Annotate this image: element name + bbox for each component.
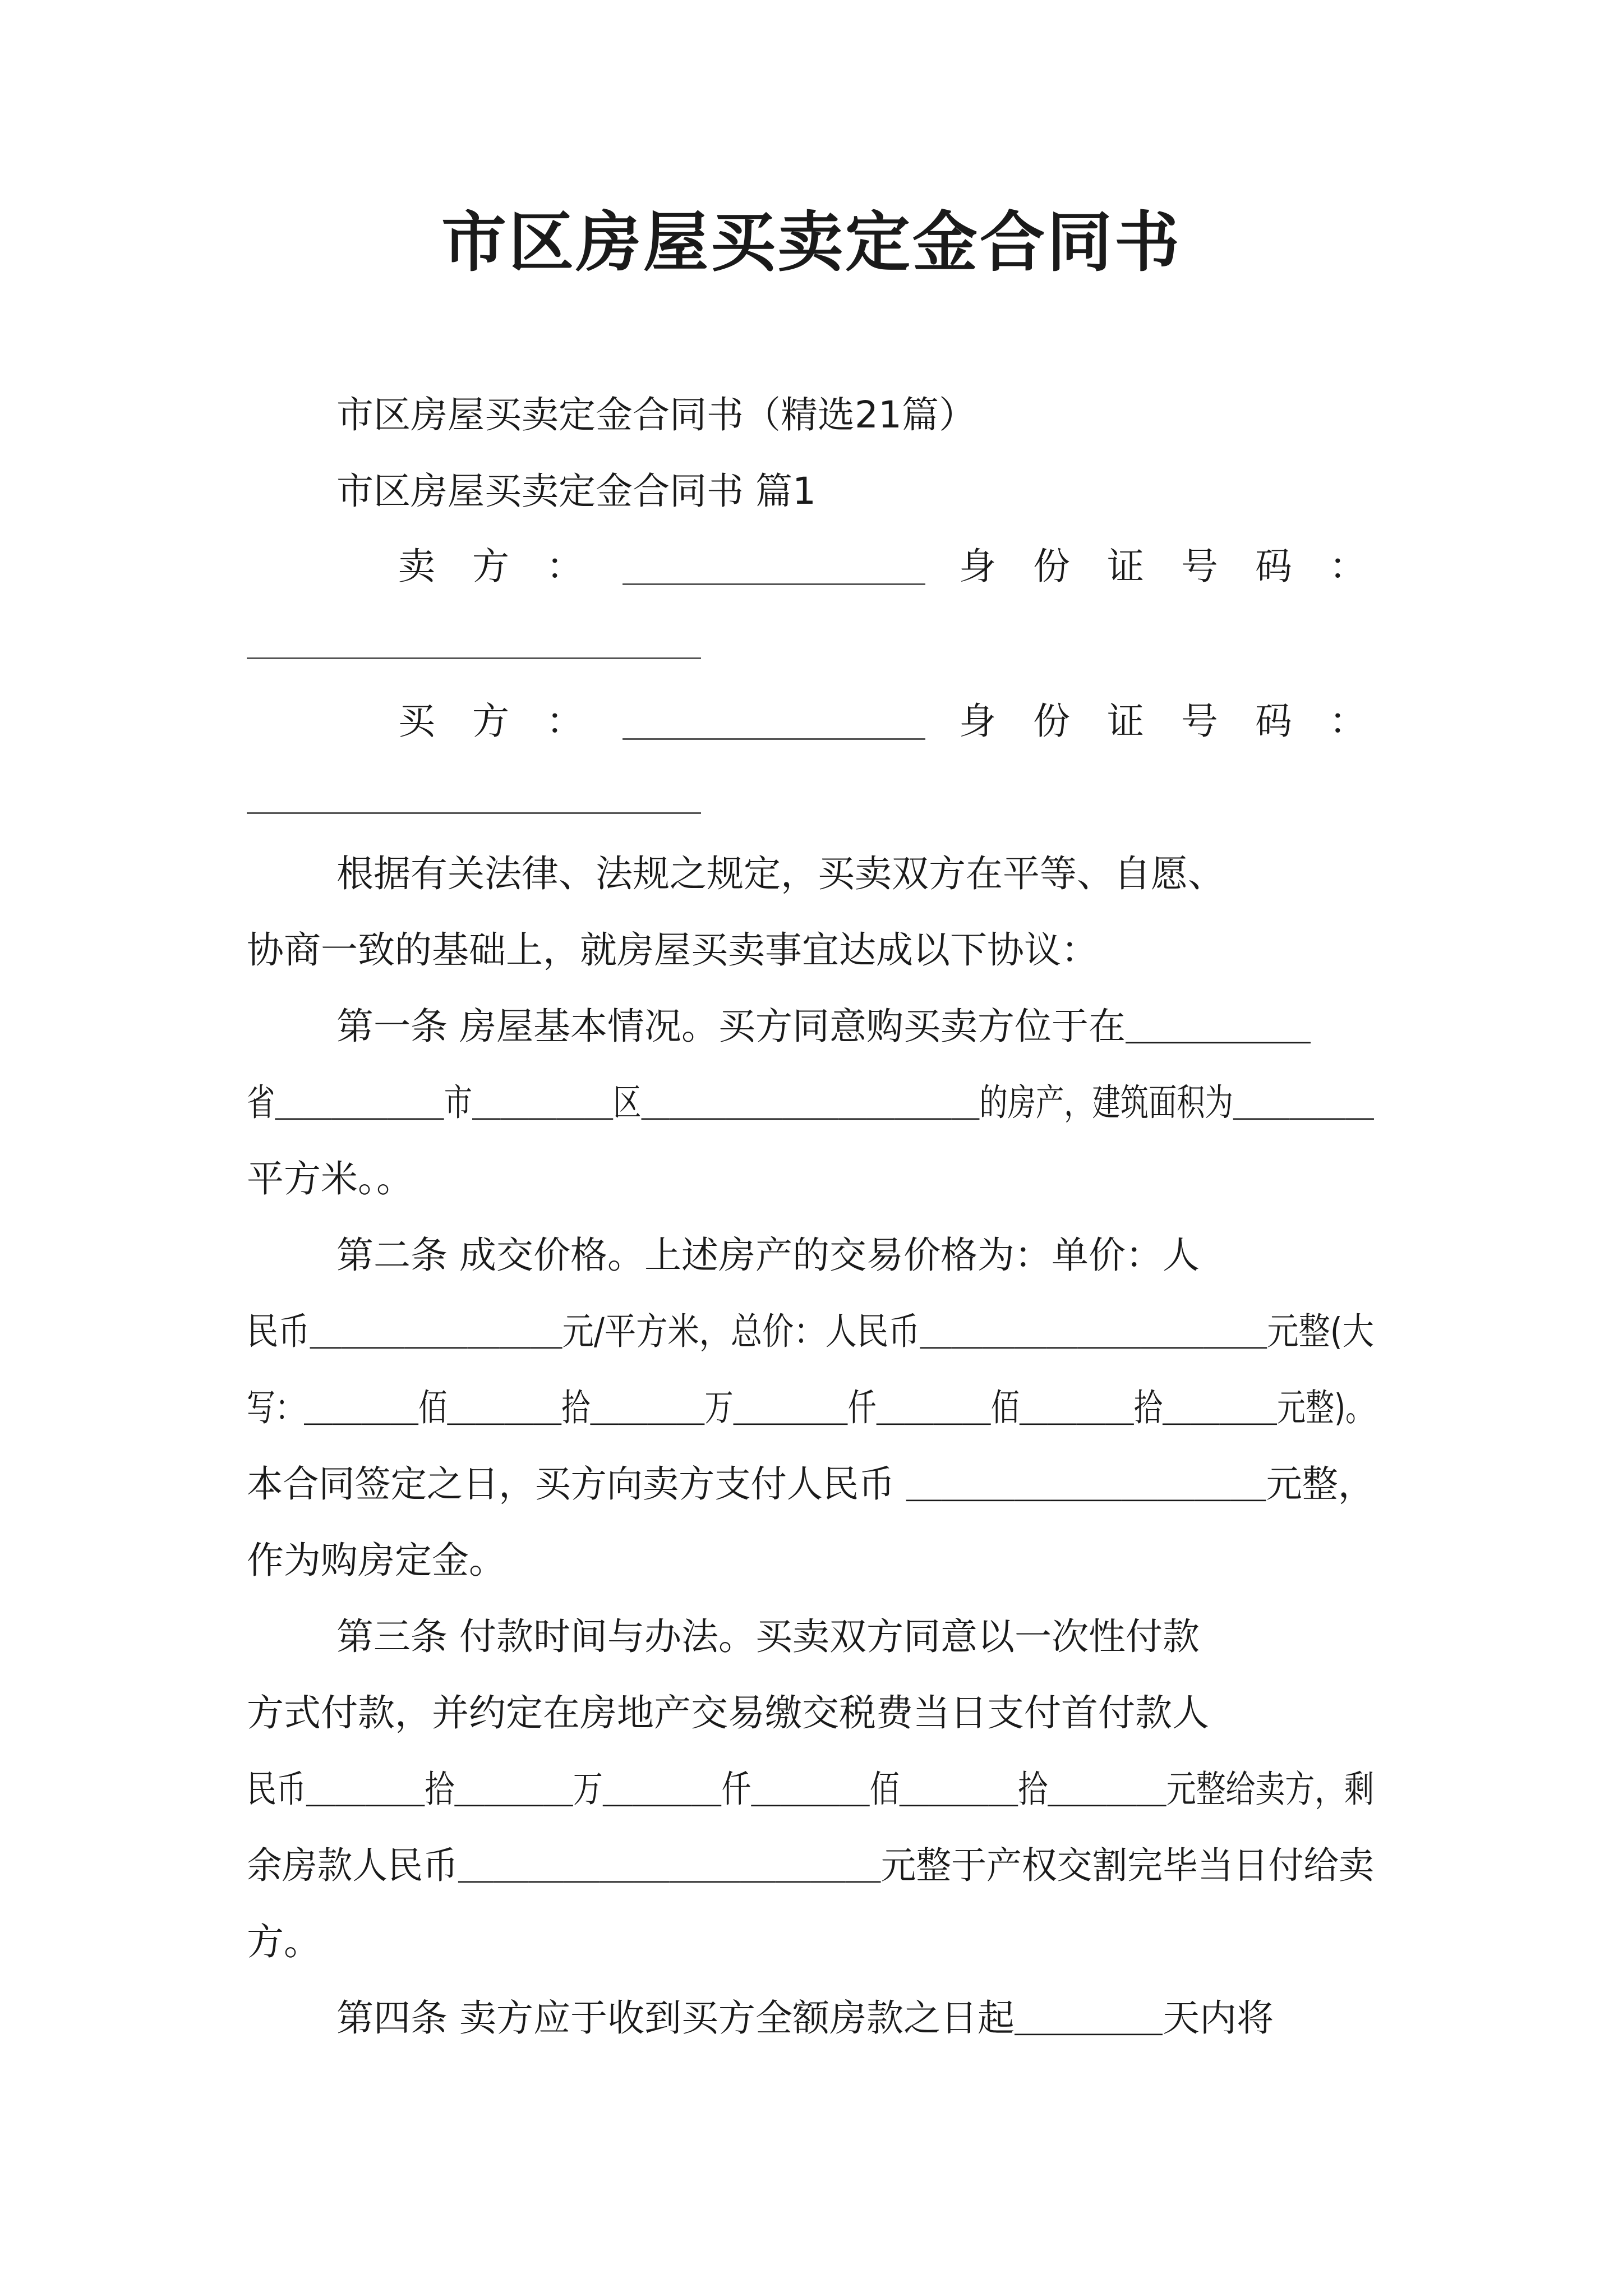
article-3-line-4: 余房款人民币＿＿＿＿＿＿＿＿＿＿＿＿元整于产权交割完毕当日付给卖	[247, 1844, 1374, 1887]
buyer-label: 买 方 ：	[398, 700, 583, 743]
article-4-line-1: 第四条 卖方应于收到买方全额房款之日起＿＿＿＿天内将	[336, 1996, 1274, 2040]
article-1-line-1: 第一条 房屋基本情况。买方同意购买卖方位于在＿＿＿＿＿	[336, 1005, 1311, 1048]
seller-label: 卖 方 ：	[398, 545, 583, 588]
article-2-line-2: 民币＿＿＿＿＿＿＿＿元/平方米，总价：人民币＿＿＿＿＿＿＿＿＿＿＿元整(大	[247, 1310, 1374, 1353]
section-heading: 市区房屋买卖定金合同书 篇1	[336, 470, 816, 513]
article-2-line-3: 写：＿＿＿＿佰＿＿＿＿拾＿＿＿＿万＿＿＿＿仟＿＿＿＿佰＿＿＿＿拾＿＿＿＿元整)。	[247, 1386, 1374, 1429]
buyer-name-blank	[623, 738, 925, 740]
buyer-id-label: 身 份 证 号 码 ：	[959, 700, 1366, 743]
seller-id-label: 身 份 证 号 码 ：	[959, 545, 1366, 588]
seller-id-blank	[247, 657, 701, 659]
document-subtitle: 市区房屋买卖定金合同书（精选21篇）	[336, 393, 976, 436]
article-3-line-3: 民币＿＿＿＿拾＿＿＿＿万＿＿＿＿仟＿＿＿＿佰＿＿＿＿拾＿＿＿＿元整给卖方，剩	[247, 1768, 1374, 1811]
seller-name-blank	[623, 583, 925, 585]
article-2-line-4: 本合同签定之日，买方向卖方支付人民币 ＿＿＿＿＿＿＿＿＿＿元整，	[247, 1462, 1374, 1506]
article-3-line-1: 第三条 付款时间与办法。买卖双方同意以一次性付款	[336, 1615, 1200, 1658]
document-title: 市区房屋买卖定金合同书	[441, 204, 1182, 280]
intro-line-1: 根据有关法律、法规之规定，买卖双方在平等、自愿、	[336, 852, 1225, 895]
buyer-id-blank	[247, 812, 701, 814]
article-1-line-3: 平方米。。	[247, 1157, 413, 1200]
article-3-line-5: 方。	[247, 1920, 321, 1963]
article-2-line-1: 第二条 成交价格。上述房产的交易价格为：单价：人	[336, 1234, 1200, 1277]
article-2-line-5: 作为购房定金。	[247, 1539, 506, 1582]
article-3-line-2: 方式付款，并约定在房地产交易缴交税费当日支付首付款人	[247, 1691, 1209, 1734]
article-1-line-2: 省＿＿＿＿＿＿市＿＿＿＿＿区＿＿＿＿＿＿＿＿＿＿＿＿的房产，建筑面积为＿＿＿＿＿	[247, 1081, 1374, 1124]
intro-line-2: 协商一致的基础上，就房屋买卖事宜达成以下协议：	[247, 928, 1098, 972]
